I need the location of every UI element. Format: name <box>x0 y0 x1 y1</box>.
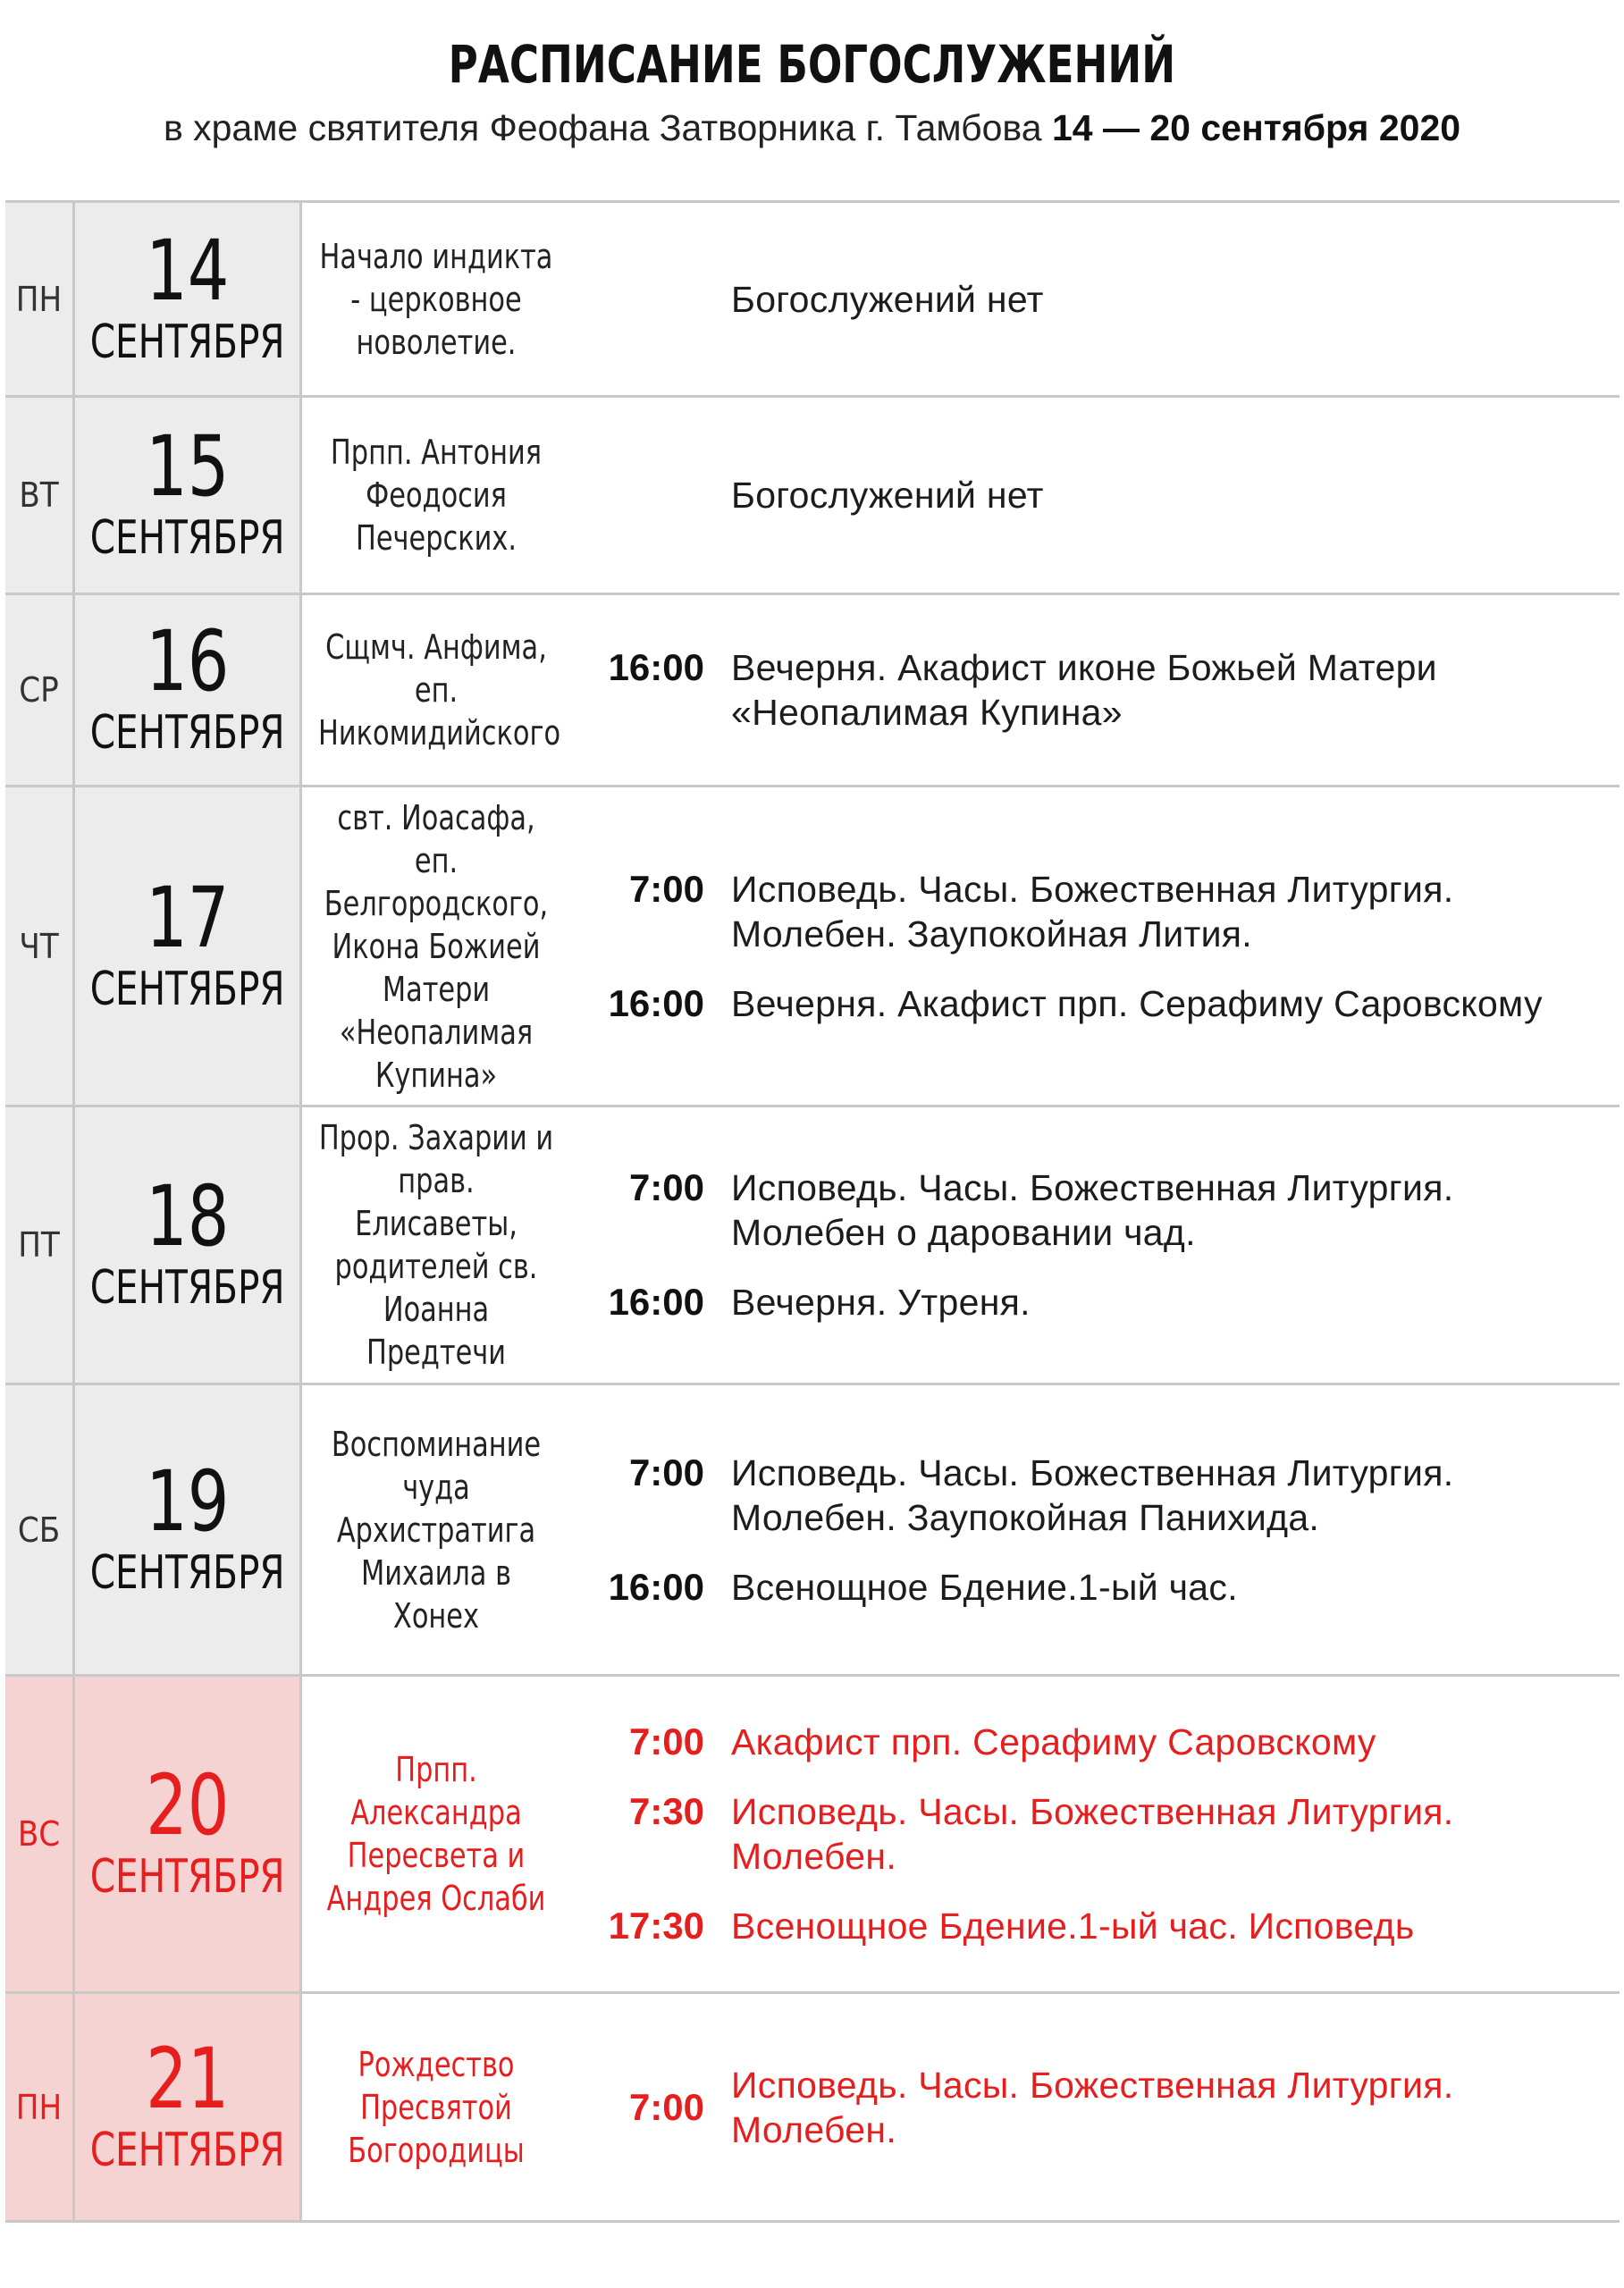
schedule-row-holiday <box>5 1677 1620 1994</box>
commemoration-text: Сщмч. Анфима, еп. Никомидийского <box>318 627 561 753</box>
date-month: СЕНТЯБРЯ <box>89 1545 285 1600</box>
date-number: 16 <box>145 613 230 711</box>
services-cell <box>570 1385 1620 1674</box>
service-time: 7:00 <box>628 1720 704 1762</box>
subtitle-church: в храме святителя Феофана Затворника г. Тамбова <box>163 107 1042 148</box>
service-time: 16:00 <box>608 1281 704 1323</box>
service-description: Вечерня. Акафист прп. Серафиму Саровскому <box>731 982 1543 1024</box>
service-time: 16:00 <box>608 646 704 688</box>
date-month: СЕНТЯБРЯ <box>89 1261 285 1315</box>
commemoration-text: Прпп. Антония Феодосия Печерских. <box>330 433 543 558</box>
date-cell <box>75 1677 302 1991</box>
service-description: Исповедь. Часы. Божественная Литургия. Молебен. <box>731 1791 1454 1877</box>
schedule-table <box>5 200 1620 2223</box>
commemoration-cell <box>302 1994 570 2220</box>
service-entry <box>570 867 1620 956</box>
commemoration-text: Начало индикта - церковное новолетие. <box>319 236 553 362</box>
service-description: Вечерня. Акафист иконе Божьей Матери «Неопалимая Купина» <box>731 647 1437 733</box>
service-description: Акафист прп. Серафиму Саровскому <box>731 1721 1376 1762</box>
service-entry <box>570 645 1620 735</box>
service-description: Исповедь. Часы. Божественная Литургия. Молебен. Заупокойная Панихида. <box>731 1451 1454 1538</box>
service-entry <box>570 1280 1620 1325</box>
date-month: СЕНТЯБРЯ <box>89 962 285 1016</box>
service-description: Исповедь. Часы. Божественная Литургия. Молебен о даровании чад. <box>731 1167 1454 1253</box>
schedule-row <box>5 398 1620 595</box>
date-month: СЕНТЯБРЯ <box>89 315 285 369</box>
date-cell <box>75 203 302 395</box>
date-month: СЕНТЯБРЯ <box>89 2123 285 2177</box>
service-entry <box>570 981 1620 1026</box>
service-description: Богослужений нет <box>731 475 1044 516</box>
day-of-week: ПТ <box>5 1107 75 1383</box>
date-cell <box>75 1994 302 2220</box>
day-of-week: СР <box>5 595 75 785</box>
service-time: 16:00 <box>608 1565 704 1608</box>
service-time: 17:30 <box>608 1905 704 1947</box>
commemoration-cell <box>302 787 570 1105</box>
service-description: Исповедь. Часы. Божественная Литургия. Молебен. <box>731 2064 1454 2150</box>
date-number: 15 <box>145 418 230 516</box>
service-description: Богослужений нет <box>731 278 1044 320</box>
service-entry <box>570 1720 1620 1764</box>
commemoration-text: свт. Иоасафа, еп. Белгородского, Икона Божией Матери «Неопалимая Купина» <box>324 797 549 1095</box>
commemoration-cell <box>302 203 570 395</box>
service-entry <box>570 277 1620 322</box>
date-cell <box>75 1385 302 1674</box>
date-month: СЕНТЯБРЯ <box>89 511 285 565</box>
date-month: СЕНТЯБРЯ <box>89 706 285 760</box>
schedule-row <box>5 1107 1620 1385</box>
date-cell <box>75 398 302 593</box>
schedule-row <box>5 595 1620 787</box>
services-cell <box>570 787 1620 1105</box>
schedule-row <box>5 1385 1620 1677</box>
day-of-week: СБ <box>5 1385 75 1674</box>
service-entry <box>570 1451 1620 1540</box>
service-time: 16:00 <box>608 981 704 1024</box>
services-cell <box>570 203 1620 395</box>
day-of-week: ЧТ <box>5 787 75 1105</box>
date-number: 18 <box>145 1168 230 1266</box>
service-description: Всенощное Бдение.1-ый час. Исповедь <box>731 1905 1415 1947</box>
day-of-week: ПН <box>5 203 75 395</box>
services-cell <box>570 595 1620 785</box>
services-cell <box>570 398 1620 593</box>
date-cell <box>75 787 302 1105</box>
date-number: 17 <box>145 869 230 967</box>
service-entry <box>570 1565 1620 1610</box>
service-time: 7:00 <box>628 1166 704 1208</box>
date-month: СЕНТЯБРЯ <box>89 1850 285 1904</box>
commemoration-cell <box>302 595 570 785</box>
day-of-week: ПН <box>5 1994 75 2220</box>
date-cell <box>75 595 302 785</box>
schedule-row-holiday <box>5 1994 1620 2223</box>
commemoration-text: Воспоминание чуда Архистратига Михаила в Хонех <box>331 1424 542 1636</box>
services-cell <box>570 1107 1620 1383</box>
date-number: 14 <box>145 222 230 320</box>
subtitle-dates: 14 — 20 сентября 2020 <box>1051 107 1461 148</box>
day-of-week: ВС <box>5 1677 75 1991</box>
commemoration-text: Рождество Пресвятой Богородицы <box>348 2044 525 2170</box>
commemoration-cell <box>302 1385 570 1674</box>
page-title: РАСПИСАНИЕ БОГОСЛУЖЕНИЙ <box>448 34 1176 95</box>
commemoration-text: Прор. Захарии и прав. Елисаветы, родителей св. Иоанна Предтечи <box>318 1118 554 1372</box>
commemoration-cell <box>302 1107 570 1383</box>
service-time: 7:00 <box>628 1451 704 1493</box>
service-entry <box>570 1789 1620 1879</box>
service-entry <box>570 1165 1620 1255</box>
commemoration-cell <box>302 398 570 593</box>
service-description: Исповедь. Часы. Божественная Литургия. Молебен. Заупокойная Лития. <box>731 868 1454 955</box>
service-description: Вечерня. Утреня. <box>731 1282 1031 1323</box>
service-entry <box>570 1904 1620 1948</box>
services-cell <box>570 1677 1620 1991</box>
page-subtitle <box>0 107 1624 149</box>
services-cell <box>570 1994 1620 2220</box>
date-number: 20 <box>145 1757 230 1855</box>
date-number: 19 <box>145 1452 230 1551</box>
commemoration-text: Прпп. Александра Пересвета и Андрея Ослаби <box>326 1750 546 1918</box>
date-cell <box>75 1107 302 1383</box>
service-entry <box>570 2063 1620 2152</box>
service-description: Всенощное Бдение.1-ый час. <box>731 1566 1238 1608</box>
service-time: 7:00 <box>628 2085 704 2128</box>
schedule-row <box>5 787 1620 1107</box>
date-number: 21 <box>145 2030 230 2128</box>
schedule-row <box>5 203 1620 398</box>
service-entry <box>570 473 1620 517</box>
day-of-week: ВТ <box>5 398 75 593</box>
service-time: 7:00 <box>628 867 704 910</box>
service-time: 7:30 <box>628 1790 704 1832</box>
commemoration-cell <box>302 1677 570 1991</box>
